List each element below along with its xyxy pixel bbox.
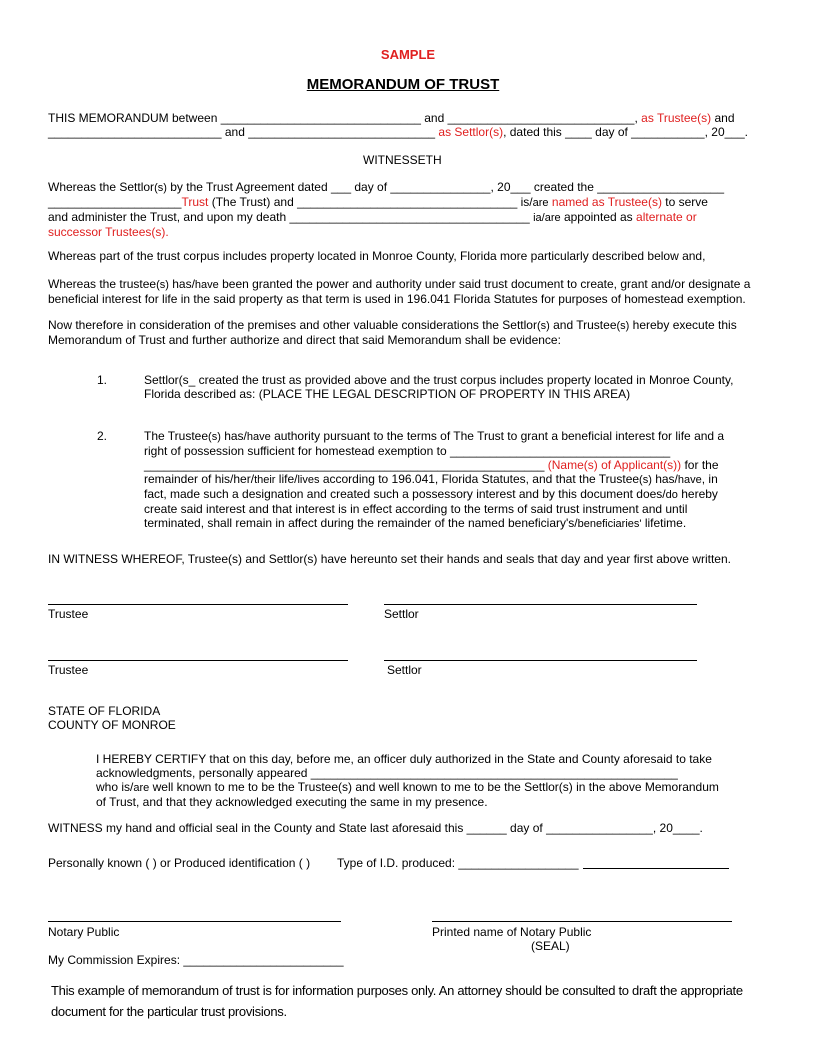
w3-l2: beneficial interest for life in the said property as that term is used in 196.041 Florida Statutes for purposes of homestead exemption. xyxy=(48,292,746,306)
certify-l4: of Trust, and that they acknowledged executing the same in my presence. xyxy=(96,795,488,809)
settlor-2-label: Settlor xyxy=(387,663,422,677)
now-l1b: and Trustee xyxy=(549,318,617,332)
i2-l3a: ____________________________________________________________ xyxy=(144,458,545,472)
i2-l7a: terminated, shall remain in affect during the remainder of the named beneficiary's/ xyxy=(144,516,578,530)
i2-l4s: (s) xyxy=(639,474,652,486)
w3-l1a: Whereas the trustee xyxy=(48,277,157,291)
certify-l3b: are xyxy=(133,782,150,794)
title-text: MEMORANDUM OF TRUST xyxy=(306,76,500,93)
certify-l1: I HEREBY CERTIFY that on this day, before me, an officer duly authorized in the State and County aforesaid to take xyxy=(96,752,712,766)
notary-signature-line[interactable] xyxy=(48,921,341,922)
disclaimer-l1: This example of memorandum of trust is for information purposes only. An attorney should be consulted to draft the appropriate xyxy=(51,983,743,998)
i2-l4c: life/ xyxy=(275,472,298,486)
now-s2: (s) xyxy=(616,320,630,332)
item-1-number: 1. xyxy=(97,373,108,387)
intro-line2a: __________________________ and ____________________________ xyxy=(48,125,436,139)
intro-line2c: , dated this ____ day of ___________, 20___. xyxy=(503,125,748,139)
whereas-property-paragraph: Whereas part of the trust corpus includes property located in Monroe County, Florida more particularly described below and, xyxy=(48,249,706,263)
item-2-text xyxy=(144,429,774,531)
now-l1c: hereby execute this xyxy=(629,318,737,332)
i2-l4b: their xyxy=(254,474,276,486)
now-s1: (s) xyxy=(536,320,550,332)
i2-l1c: have xyxy=(246,431,271,443)
id-type-line[interactable] xyxy=(583,868,729,869)
w1-l2f: to serve xyxy=(661,195,708,209)
page-title xyxy=(0,78,806,92)
certify-paragraph xyxy=(96,752,786,809)
i2-l4d: lives xyxy=(297,474,320,486)
named-trustee-label: named as Trustee(s) xyxy=(548,195,662,209)
w3-l1c: have xyxy=(194,279,219,291)
printed-name-label: Printed name of Notary Public xyxy=(432,925,592,939)
i2-l4h: , in xyxy=(701,472,718,486)
settlor-1-signature-line[interactable] xyxy=(384,604,697,605)
alternate-label: alternate or xyxy=(636,210,697,224)
i2-l7c: lifetime. xyxy=(641,516,687,530)
w1-text-b: by the Trust Agreement dated ___ day of _______________, 20___ created the ___________________ xyxy=(166,180,725,194)
in-witness-whereof: IN WITNESS WHEREOF, Trustee(s) and Settlor(s) have hereunto set their hands and seals that day and year first above written. xyxy=(48,552,731,566)
applicant-name-label: (Name(s) of Applicant(s)) xyxy=(544,458,682,472)
intro-paragraph xyxy=(48,111,768,139)
w3-s: (s) xyxy=(156,279,169,291)
settlor-2-signature-line[interactable] xyxy=(384,660,697,661)
notary-public-label: Notary Public xyxy=(48,925,120,939)
i2-l1a: The Trustee xyxy=(144,429,209,443)
item1-l1: Settlor(s_ created the trust as provided above and the trust corpus includes property located in Monroe County, xyxy=(144,373,734,387)
as-trustee-label: as Trustee(s) xyxy=(637,111,712,125)
i2-l4e: according to 196.041, Florida Statutes, and that the Trustee xyxy=(319,472,640,486)
w1-l3b: ia/are xyxy=(533,212,561,224)
certify-l2: acknowledgments, personally appeared _______________________________________________________ xyxy=(96,766,678,780)
w1-s: (s) xyxy=(154,182,167,194)
personally-known-label: Personally known ( ) or Produced identification ( ) xyxy=(48,856,311,870)
whereas-trustee-paragraph xyxy=(48,277,788,306)
i2-s: (s) xyxy=(208,431,221,443)
i2-l3c: for the xyxy=(681,458,719,472)
sample-label: SAMPLE xyxy=(380,47,436,62)
trust-label: Trust xyxy=(181,195,209,209)
i2-l4g: have xyxy=(677,474,702,486)
notary-printed-name-line[interactable] xyxy=(432,921,732,922)
witnesseth-heading: WITNESSETH xyxy=(363,153,442,167)
i2-l6: create said interest and that interest is in effect according to the terms of said trust instrument and until xyxy=(144,502,688,516)
intro-line1a: THIS MEMORANDUM between ______________________________ and ____________________________, xyxy=(48,111,638,125)
certify-l3a: who is/ xyxy=(96,780,134,794)
state-label: STATE OF FLORIDA xyxy=(48,704,161,718)
as-settlor-label: as Settlor(s) xyxy=(435,125,504,139)
certify-l3c: well known to me to be the Trustee(s) and well known to me to be the Settlor(s) in the above Memorandum xyxy=(149,780,719,794)
w1-l2a: ____________________ xyxy=(48,195,182,209)
disclaimer xyxy=(51,980,781,1022)
now-therefore-paragraph xyxy=(48,318,788,347)
now-l2: Memorandum of Trust and further authorize and direct that said Memorandum shall be evidence: xyxy=(48,333,561,347)
witness-hand-line: WITNESS my hand and official seal in the County and State last aforesaid this ______ day of ________________, 20____. xyxy=(48,821,703,835)
settlor-1-label: Settlor xyxy=(384,607,419,621)
venue-block xyxy=(48,704,176,732)
trustee-1-label: Trustee xyxy=(48,607,89,621)
successor-trustees-label: successor Trustees(s). xyxy=(48,225,169,239)
now-l1a: Now therefore in consideration of the premises and other valuable considerations the Settlor xyxy=(48,318,537,332)
trustee-2-label: Trustee xyxy=(48,663,89,677)
id-type-label: Type of I.D. produced: __________________ xyxy=(337,856,579,870)
i2-l7b: beneficiaries' xyxy=(577,518,642,530)
county-label: COUNTY OF MONROE xyxy=(48,718,176,732)
item-2-number: 2. xyxy=(97,429,108,443)
i2-l1d: authority pursuant to the terms of The Trust to grant a beneficial interest for life and a xyxy=(270,429,725,443)
w3-l1d: been granted the power and authority under said trust document to create, grant and/or designate a xyxy=(218,277,751,291)
i2-l5b: do xyxy=(665,489,678,501)
i2-l5c: hereby xyxy=(677,487,718,501)
w3-l1b: has/ xyxy=(168,277,195,291)
trustee-1-signature-line[interactable] xyxy=(48,604,348,605)
i2-l1b: has/ xyxy=(220,429,247,443)
i2-l5a: fact, made such a designation and created such a possessory interest and by this document does/ xyxy=(144,487,666,501)
i2-l4a: remainder of his/her/ xyxy=(144,472,255,486)
i2-l4f: has/ xyxy=(651,472,678,486)
item1-l2: Florida described as: (PLACE THE LEGAL DESCRIPTION OF PROPERTY IN THIS AREA) xyxy=(144,387,631,401)
w1-l3c: appointed as xyxy=(560,210,637,224)
w1-l2d: are xyxy=(532,197,549,209)
w1-l3a: and administer the Trust, and upon my death ____________________________________ xyxy=(48,210,534,224)
intro-line1c: and xyxy=(711,111,735,125)
seal-label: (SEAL) xyxy=(531,939,570,953)
item-1-text xyxy=(144,373,764,401)
w1-text: Whereas the Settlor xyxy=(48,180,155,194)
i2-l2: right of possession sufficient for homestead exemption to _________________________________ xyxy=(144,444,671,458)
disclaimer-l2: document for the particular trust provisions. xyxy=(51,1004,287,1019)
w1-l2c: (The Trust) and _________________________________ is/ xyxy=(208,195,533,209)
whereas-settlor-paragraph xyxy=(48,180,768,239)
commission-expires: My Commission Expires: ________________________ xyxy=(48,953,344,967)
trustee-2-signature-line[interactable] xyxy=(48,660,348,661)
